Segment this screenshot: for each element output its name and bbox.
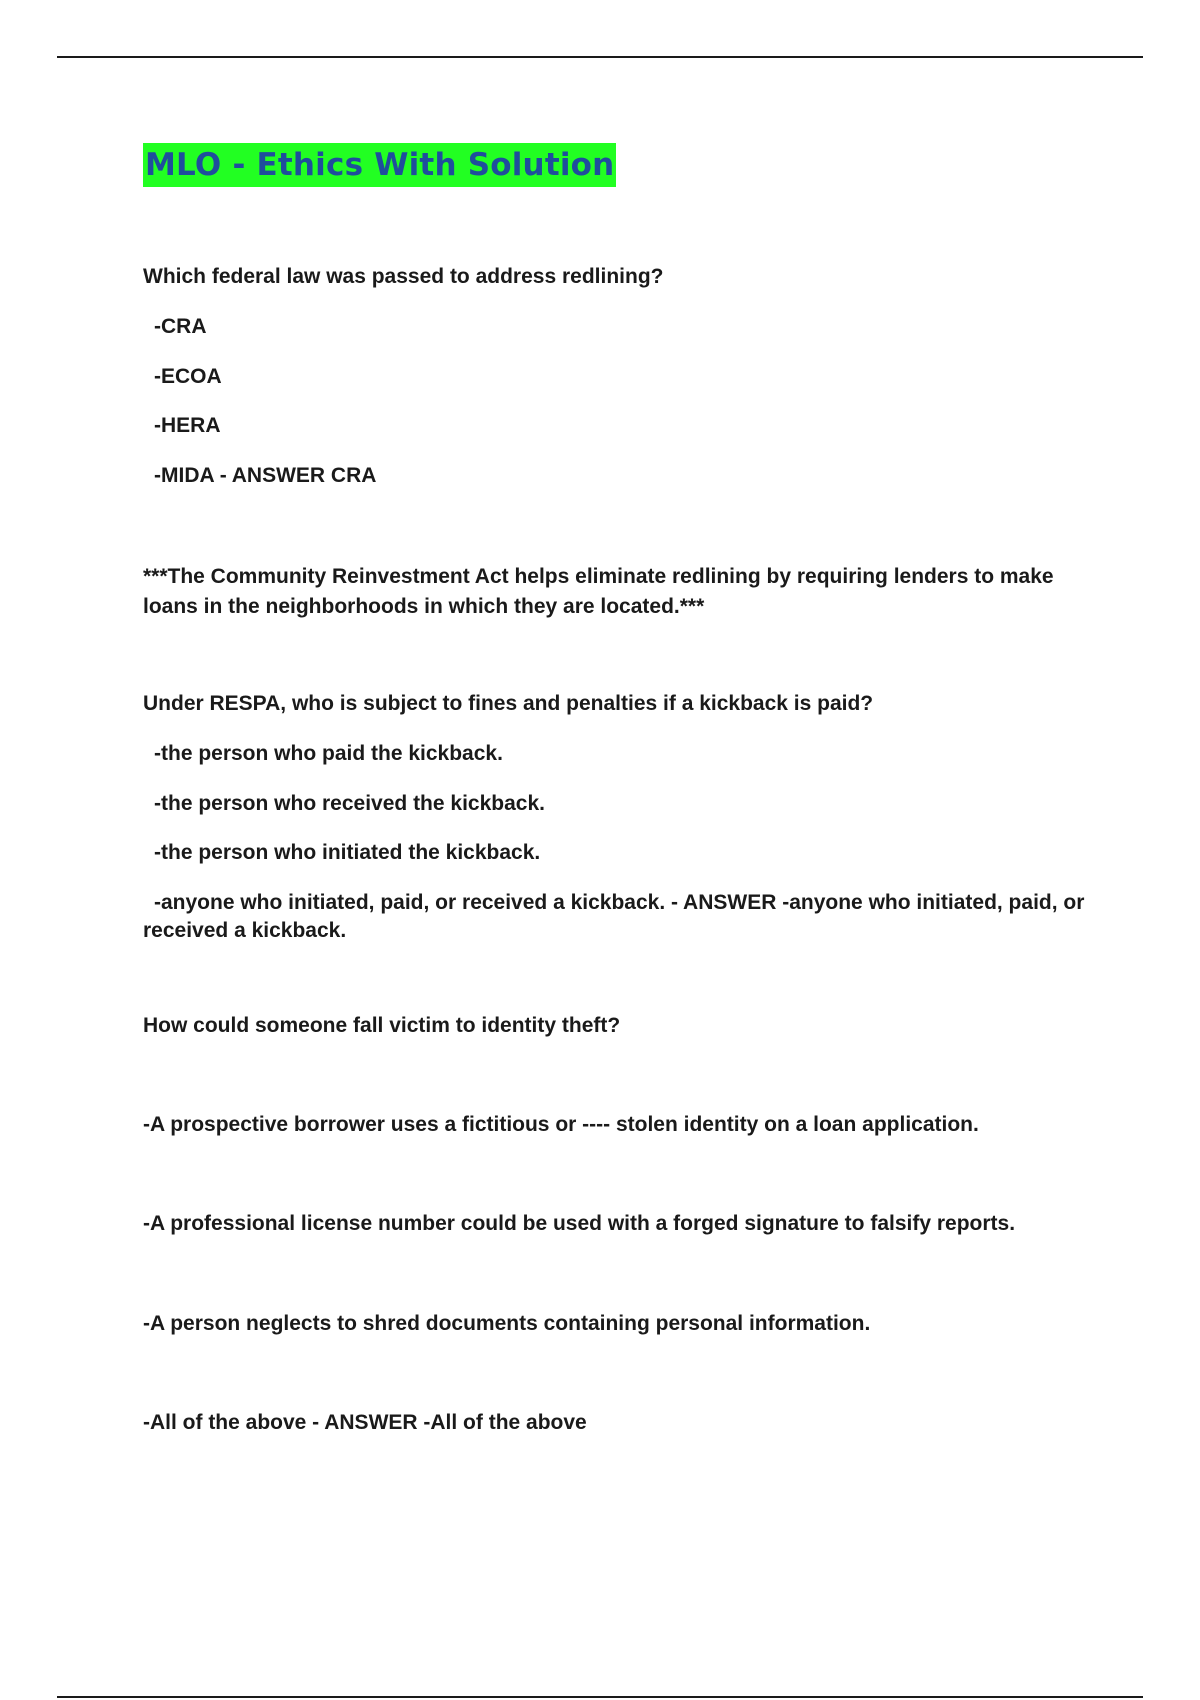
option-item: -A professional license number could be used with a forged signature to falsify reports. xyxy=(143,1212,1016,1235)
option-item: -ECOA xyxy=(154,365,222,388)
option-item: -CRA xyxy=(154,315,207,338)
question-text: How could someone fall victim to identity theft? xyxy=(143,1014,621,1037)
option-item: -A person neglects to shred documents containing personal information. xyxy=(143,1312,871,1335)
header-rule xyxy=(57,56,1143,58)
question-2 xyxy=(143,690,1103,945)
option-item: -the person who received the kickback. xyxy=(154,792,545,815)
option-item: -All of the above - ANSWER -All of the above xyxy=(143,1411,587,1434)
option-item: -the person who paid the kickback. xyxy=(154,742,503,765)
question-text: Under RESPA, who is subject to fines and penalties if a kickback is paid? xyxy=(143,692,874,715)
option-item: -MIDA - ANSWER CRA xyxy=(154,464,377,487)
question-3 xyxy=(143,1012,1103,1437)
document-body xyxy=(143,143,1103,1437)
title-row xyxy=(143,143,1103,187)
question-text: Which federal law was passed to address redlining? xyxy=(143,265,664,288)
question-1 xyxy=(143,263,1103,490)
explanation-note: ***The Community Reinvestment Act helps eliminate redlining by requiring lenders to make loans in the neighborhoods in which they are located.*** xyxy=(143,565,1054,618)
document-title: MLO - Ethics With Solution xyxy=(143,143,616,187)
option-item: -HERA xyxy=(154,414,221,437)
option-item: -the person who initiated the kickback. xyxy=(154,841,541,864)
option-item: -anyone who initiated, paid, or received a kickback. - ANSWER -anyone who initiated, paid, or received a kickback. xyxy=(143,891,1085,942)
footer-rule xyxy=(57,1696,1143,1698)
option-item: -A prospective borrower uses a fictitious or ---- stolen identity on a loan application. xyxy=(143,1113,979,1136)
